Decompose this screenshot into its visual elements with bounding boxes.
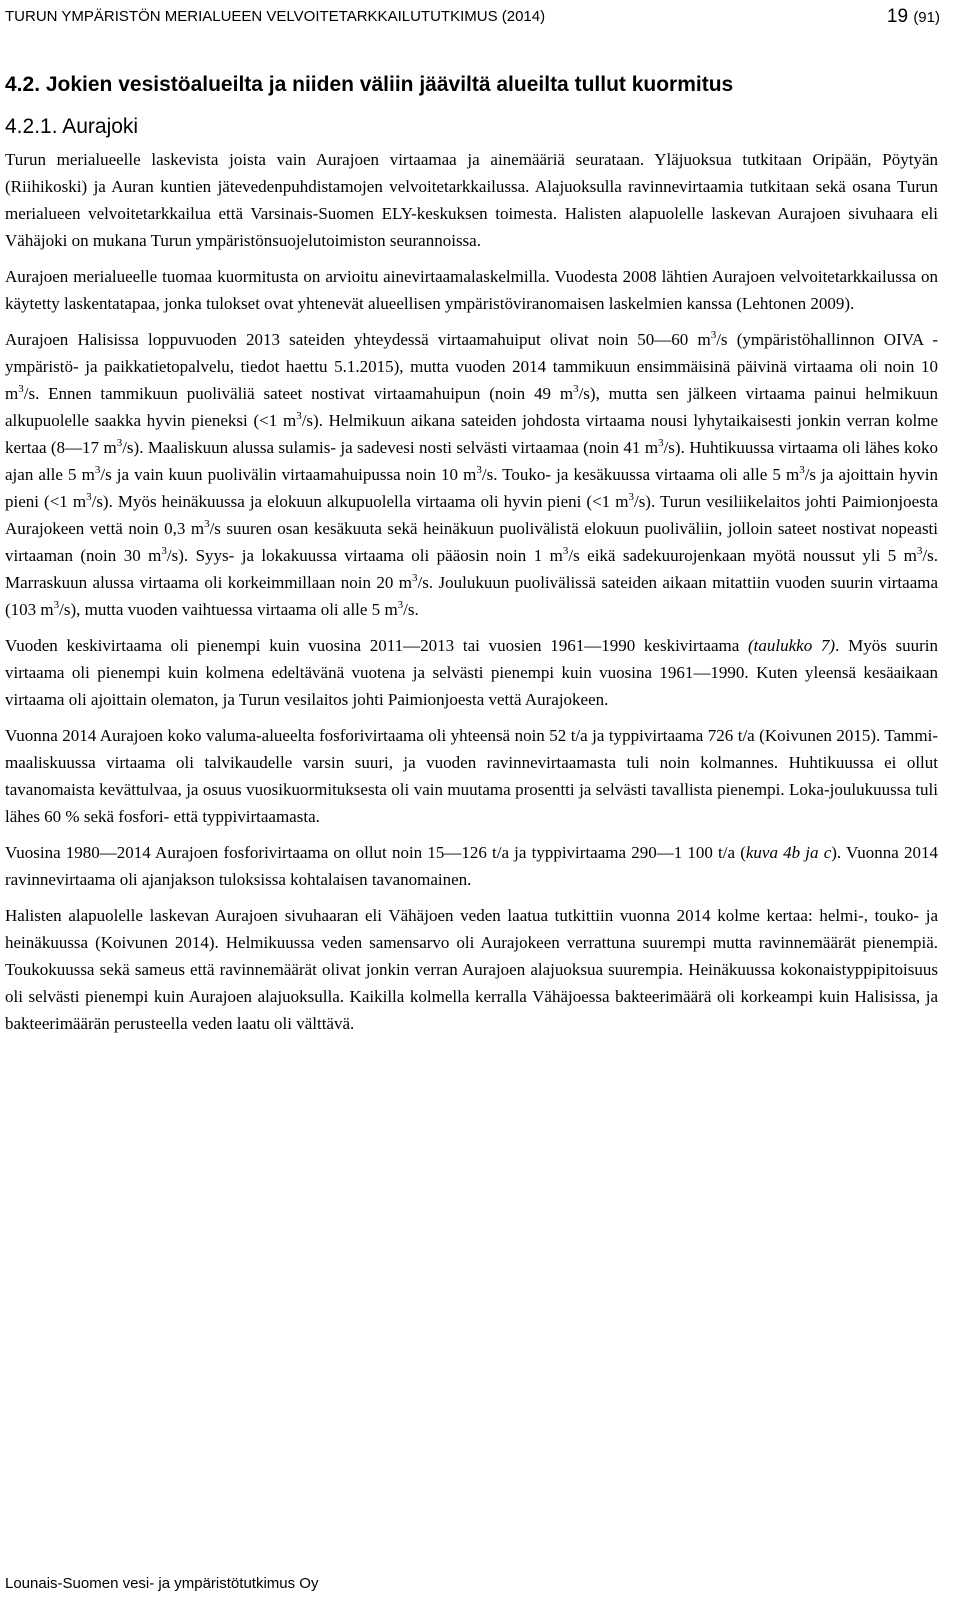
paragraph-mean-discharge: Vuoden keskivirtaama oli pienempi kuin vuosina 2011—2013 tai vuosien 1961—1990 keskivirtaama (taulukko 7). Myös suurin virtaama oli pienempi kuin kolmena edeltävänä vuotena ja selvästi pienempi kuin vuosina 1961—1990. Kuten yleensä kesäaikaan virtaama oli ajoittain olematon, ja Turun vesilaitos johti Paimionjoesta vettä Aurajokeen. bbox=[5, 636, 939, 709]
page-footer: Lounais-Suomen vesi- ja ympäristötutkimus Oy bbox=[5, 1575, 319, 1592]
running-header bbox=[5, 4, 940, 30]
subsection-heading: 4.2.1. Aurajoki bbox=[5, 115, 139, 138]
publication-title: TURUN YMPÄRISTÖN MERIALUEEN VELVOITETARKKAILUTUTKIMUS (2014) bbox=[5, 8, 546, 25]
paragraph-monitoring: Turun merialueelle laskevista joista vain Aurajoen virtaamaa ja ainemääriä seurataan. Yläjuoksua tutkitaan Oripään, Pöytyän (Riihikoski) ja Auran kuntien jätevedenpuhdistamojen velvoitetarkkailussa. Alajuoksulla ravinnevirtaamia tutkitaan sekä osana Turun merialueen velvoitetarkkailua että Varsinais-Suomen ELY-keskuksen toimesta. Halisten alapuolelle laskevan Aurajoen sivuhaara eli Vähäjoki on mukana Turun ympäristönsuojelutoimiston seurannoissa. bbox=[5, 150, 938, 250]
page-number-current: 19 bbox=[886, 6, 909, 27]
section-heading: 4.2. Jokien vesistöalueilta ja niiden väliin jääviltä alueilta tullut kuormitus bbox=[5, 73, 734, 96]
body-text bbox=[5, 146, 938, 1037]
paragraph-discharge-2014: Aurajoen Halisissa loppuvuoden 2013 sateiden yhteydessä virtaamahuiput olivat noin 50—60 $m^3/s$ (ympäristöhallinnon OIVA -ympäristö- ja paikkatietopalvelu, tiedot haettu 5.1.2015), mutta vuoden 2014 tammikuun ensimmäisinä päivinä virtaama oli noin 10 $m^3/s$. Ennen tammikuun puoliväliä sateet nostivat virtaamahuipun (noin 49 $m^3/s$), mutta sen jälkeen virtaama painui helmikuun alkupuolelle saakka hyvin pieneksi (<1 $m^3/s$). Helmikuun aikana sateiden johdosta virtaama nousi lyhytaikaisesti jonkin verran kolme kertaa (8—17 $m^3/s$). Maaliskuun alussa sulamis- ja sadevesi nosti selvästi virtaamaa (noin 41 $m^3/s$). Huhtikuussa virtaama oli lähes koko ajan alle 5 $m^3/s$ ja vain kuun puolivälin virtaamahuipussa noin 10 $m^3/s$. Touko- ja kesäkuussa virtaama oli alle 5 $m^3/s$ ja ajoittain hyvin pieni (<1 $m^3/s$). Myös heinäkuussa ja elokuun alkupuolella virtaama oli hyvin pieni (<1 $m^3/s$). Turun vesiliikelaitos johti Paimionjoesta Aurajokeen vettä noin 0,3 $m^3/s$ suuren osan kesäkuuta sekä heinäkuun puolivälistä elokuun puoliväliin, jolloin sateet nostivat nopeasti virtaaman (noin 30 $m^3/s$). Syys- ja lokakuussa virtaama oli pääosin noin 1 $m^3/s$ eikä sadekuurojenkaan myötä noussut yli 5 $m^3/s$. Marraskuun alussa virtaama oli korkeimmillaan noin 20 $m^3/s$. Joulukuun puolivälissä sateiden aikaan mitattiin vuoden suurin virtaama (103 $m^3/s$), mutta vuoden vaihtuessa virtaama oli alle 5 $m^3/s$. bbox=[5, 329, 939, 619]
paragraph-nutrient-load: Vuonna 2014 Aurajoen koko valuma-alueelta fosforivirtaama oli yhteensä noin 52 t/a ja typpivirtaama 726 t/a (Koivunen 2015). Tammi-maaliskuussa virtaama oli talvikaudelle varsin suuri, ja vuoden ravinnevirtaamasta tuli noin kolmannes. Huhtikuussa ei ollut tavanomaista kevättulvaa, ja osuus vuosikuormituksesta oli vain muutama prosentti ja selvästi tavallista pienempi. Loka-joulukuussa tuli lähes 60 % sekä fosfori- että typpivirtaamasta. bbox=[5, 726, 938, 826]
paragraph-load-calculation: Aurajoen merialueelle tuomaa kuormitusta on arvioitu ainevirtaamalaskelmilla. Vuodesta 2008 lähtien Aurajoen velvoitetarkkailussa on käytetty laskentatapaa, jonka tulokset ovat yhtenevät alueellisen ympäristöviranomaisen laskelmien kanssa (Lehtonen 2009). bbox=[5, 267, 938, 313]
page-number-total: (91) bbox=[913, 9, 940, 26]
table-reference: (taulukko 7) bbox=[748, 636, 836, 655]
paragraph-long-term: Vuosina 1980—2014 Aurajoen fosforivirtaama on ollut noin 15—126 t/a ja typpivirtaama 290—1 100 t/a (kuva 4b ja c). Vuonna 2014 ravinnevirtaama oli ajanjakson tuloksissa kohtalaisen tavanomainen. bbox=[5, 843, 938, 889]
page-number bbox=[887, 4, 940, 31]
figure-reference: kuva 4b ja c bbox=[745, 843, 832, 862]
paragraph-vahajoki: Halisten alapuolelle laskevan Aurajoen sivuhaaran eli Vähäjoen veden laatua tutkittiin vuonna 2014 kolme kertaa: helmi-, touko- ja heinäkuussa (Koivunen 2014). Helmikuussa veden samensarvo oli Aurajokeen verrattuna suurempi mutta ravinnemäärät pienempiä. Toukokuussa sekä sameus että ravinnemäärät olivat jonkin verran Aurajoen alajuoksua suurempia. Heinäkuussa kokonaistyppipitoisuus oli selvästi pienempi kuin Aurajoen alajuoksulla. Kaikilla kolmella kerralla Vähäjoessa bakteerimäärä oli korkeampi kuin Halisissa, ja bakteerimäärän perusteella veden laatu oli välttävä. bbox=[5, 906, 938, 1033]
